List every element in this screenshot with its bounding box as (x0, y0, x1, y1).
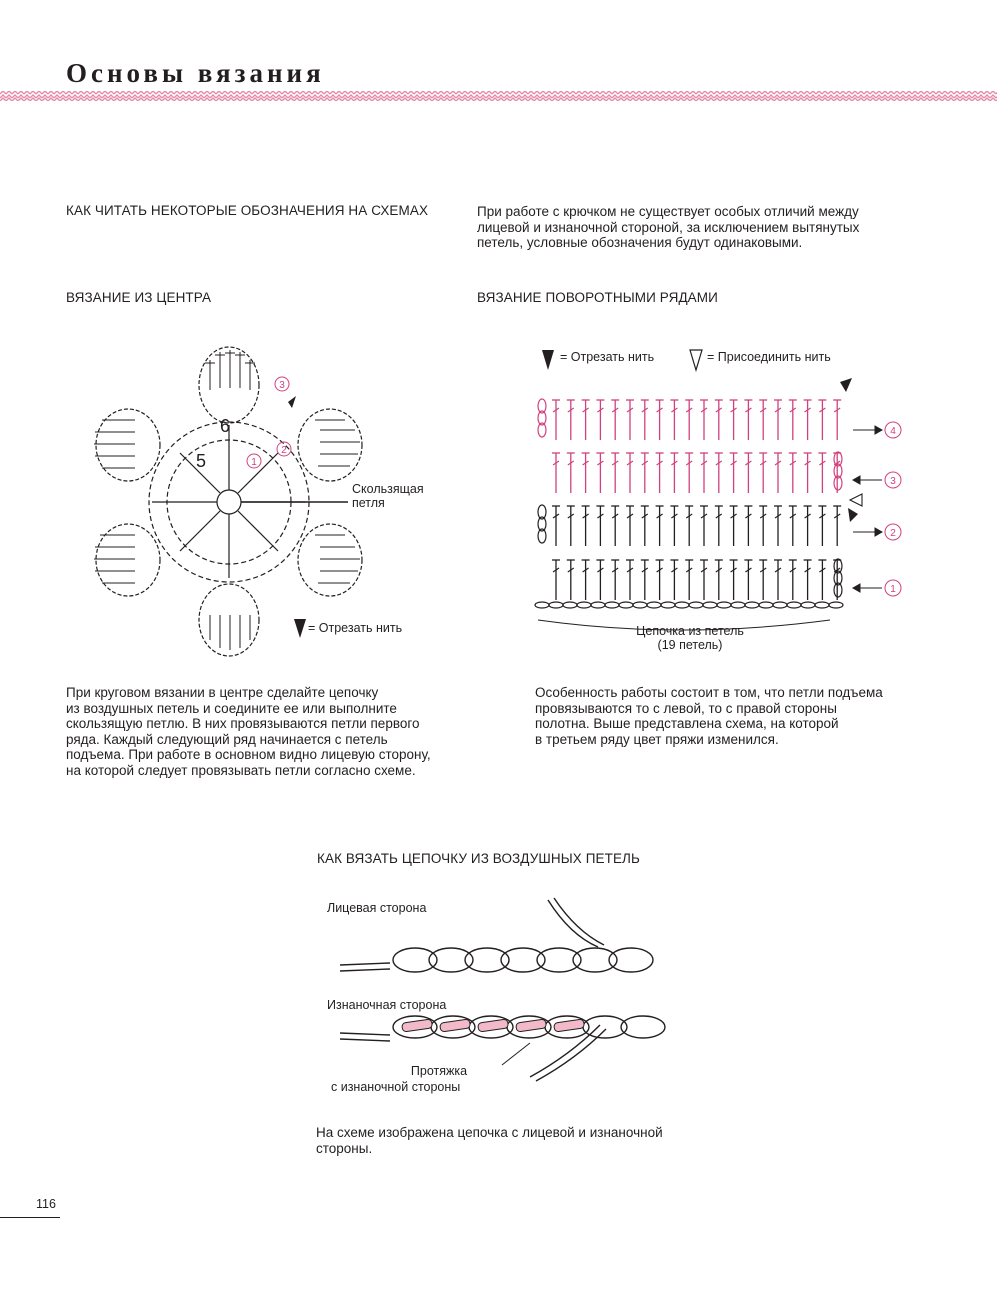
chain-stitch-mark (591, 602, 605, 608)
chain-stitch-mark (647, 602, 661, 608)
chain-stitch-mark (675, 602, 689, 608)
slip-loop-symbol (217, 490, 241, 514)
back-bar-mark (440, 1019, 471, 1032)
chain-stitch-mark (577, 602, 591, 608)
turned-rows-diagram (520, 340, 920, 660)
chain-link-mark (501, 948, 545, 972)
chain-link-mark (429, 948, 473, 972)
back-bar-mark (478, 1019, 509, 1032)
cut-thread-legend-icon (294, 619, 306, 638)
rows-legend-cut-label: = Отрезать нить (560, 350, 655, 364)
chain-stitch-mark (745, 602, 759, 608)
decorative-band (0, 91, 997, 101)
center-line: подъема. При работе в основном видно лицевую сторону, (66, 747, 431, 762)
row-mark-1: 1 (890, 584, 896, 595)
rows-line: Особенность работы состоит в том, что петли подъема (535, 685, 883, 700)
back-side-label: Изнаночная сторона (327, 998, 447, 1012)
chain-count-label: Цепочка из петель (19 петель) (636, 624, 744, 652)
chain-line: стороны. (316, 1140, 373, 1156)
chain-stitch-mark (633, 602, 647, 608)
chain-stitch-mark (535, 602, 549, 608)
chain-stitch-mark (801, 602, 815, 608)
center-heading: ВЯЗАНИЕ ИЗ ЦЕНТРА (66, 290, 212, 305)
cut-thread-legend-label: = Отрезать нить (308, 621, 403, 635)
chain-heading: КАК ВЯЗАТЬ ЦЕПОЧКУ ИЗ ВОЗДУШНЫХ ПЕТЕЛЬ (317, 851, 640, 866)
cut-thread-legend-icon (542, 350, 554, 370)
chain-stitch-mark (619, 602, 633, 608)
chain-illustration (330, 895, 690, 1095)
rows-line: провязываются то с левой, то с правой стороны (535, 700, 837, 716)
chain-link-mark (573, 948, 617, 972)
rows-line: полотна. Выше представлена схема, на которой (535, 716, 839, 731)
center-line: ряда. Каждый следующий ряд начинается с петель (66, 731, 388, 747)
join-thread-mark (850, 494, 862, 506)
round-mark-2: 2 (281, 445, 287, 456)
row-mark-4: 4 (890, 426, 896, 437)
intro-line: лицевой и изнаночной стороной, за исключением вытянутых (477, 219, 860, 235)
intro-heading: КАК ЧИТАТЬ НЕКОТОРЫЕ ОБОЗНАЧЕНИЯ НА СХЕМАХ (66, 203, 429, 218)
chain-stitch-mark (605, 602, 619, 608)
round-number-6: 6 (220, 416, 231, 436)
center-line: При круговом вязании в центре сделайте цепочку (66, 685, 379, 700)
rows-heading: ВЯЗАНИЕ ПОВОРОТНЫМИ РЯДАМИ (477, 290, 718, 305)
cut-thread-mark (288, 396, 296, 408)
rows-legend-join-label: = Присоединить нить (707, 350, 831, 364)
chain-line: На схеме изображена цепочка с лицевой и изнаночной (316, 1125, 663, 1140)
footer-rule (0, 1217, 60, 1218)
intro-line: При работе с крючком не существует особых отличий между (477, 204, 859, 219)
intro-line: петель, условные обозначения будут одинаковыми. (477, 235, 803, 250)
center-line: на которой следует провязывать петли согласно схеме. (66, 762, 416, 778)
chain-stitch-mark (563, 602, 577, 608)
front-side-label: Лицевая сторона (327, 901, 427, 915)
center-line: скользящую петлю. В них провязываются петли первого (66, 716, 420, 731)
chain-stitch-mark (661, 602, 675, 608)
cut-thread-mark (848, 508, 858, 522)
chain-link-mark (465, 948, 509, 972)
round-mark-1: 1 (251, 457, 257, 468)
intro-paragraph (477, 204, 859, 251)
chain-link-mark (537, 948, 581, 972)
row-mark-2: 2 (890, 528, 896, 539)
center-paragraph (66, 685, 431, 778)
row-mark-3: 3 (890, 476, 896, 487)
chain-stitch-mark (787, 602, 801, 608)
back-bar-mark (402, 1019, 433, 1032)
rows-line: в третьем ряду цвет пряжи изменился. (535, 731, 779, 747)
bar-label-2: с изнаночной стороны (331, 1080, 461, 1094)
chain-stitch-mark (759, 602, 773, 608)
round-mark-3: 3 (279, 380, 285, 391)
chain-stitch-mark (731, 602, 745, 608)
back-bar-mark (516, 1019, 547, 1032)
back-bar-mark (554, 1019, 585, 1032)
chain-stitch-mark (829, 602, 843, 608)
rows-paragraph (535, 685, 883, 747)
page-number: 116 (36, 1197, 56, 1211)
slip-loop-label: Скользящая петля (352, 482, 424, 510)
chain-stitch-mark (549, 602, 563, 608)
round-number-5: 5 (196, 451, 207, 471)
chain-link-mark (393, 948, 437, 972)
chain-stitch-mark (703, 602, 717, 608)
bar-label: Протяжка (410, 1064, 468, 1078)
chain-stitch-mark (773, 602, 787, 608)
chain-stitch-mark (815, 602, 829, 608)
chain-stitch-mark (689, 602, 703, 608)
chain-paragraph (316, 1125, 663, 1156)
join-thread-legend-icon (690, 350, 702, 370)
cut-thread-mark (840, 378, 852, 392)
chain-stitch-mark (717, 602, 731, 608)
chain-link-mark (609, 948, 653, 972)
page-title: Основы вязания (66, 58, 325, 88)
center-line: из воздушных петель и соедините ее или выполните (66, 700, 397, 716)
